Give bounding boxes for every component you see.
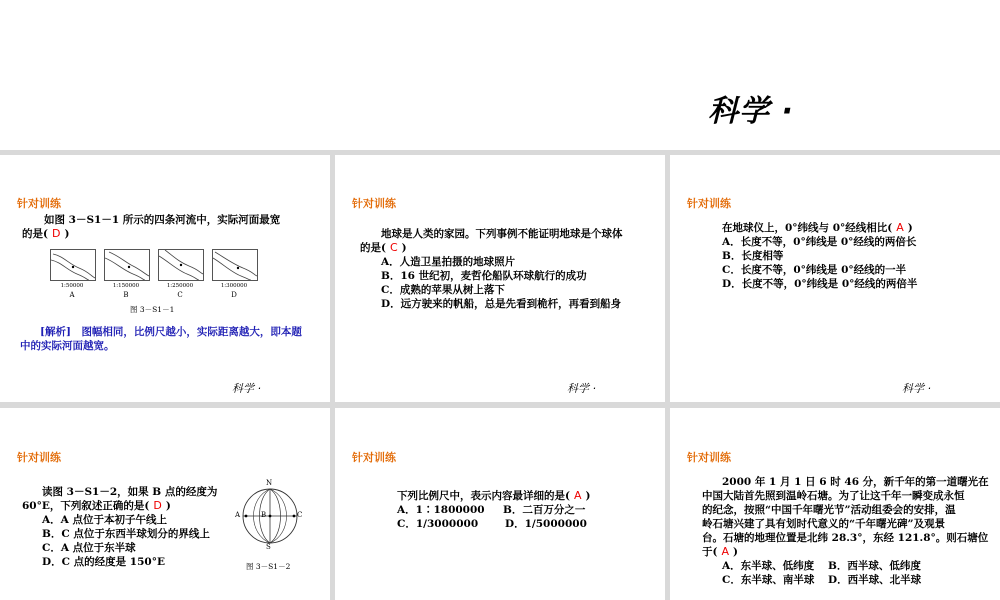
option-a: A．人造卫星拍摄的地球照片 [381, 256, 516, 268]
map-scale: 1:50000 [60, 283, 84, 289]
slide-thumbnail-1[interactable] [0, 155, 330, 402]
slide-heading: 针对训练 [687, 451, 731, 464]
answer-mark: D [51, 227, 61, 240]
option-d: D．长度不等，0°纬线是 0°经线的两倍半 [722, 278, 918, 290]
map-label: B [123, 291, 129, 299]
answer-mark: A [721, 545, 729, 558]
globe-label-s: S [266, 543, 271, 551]
option-b: B．C 点位于东西半球划分的界线上 [42, 528, 210, 540]
river-map-d [212, 249, 258, 281]
option-d: D．远方驶来的帆船，总是先看到桅杆，再看到船身 [381, 298, 622, 310]
option-c: C．东半球、南半球 [722, 574, 815, 586]
option-b: B．二百万分之一 [503, 504, 586, 516]
slide-heading: 针对训练 [687, 197, 731, 210]
slide-thumbnail-3[interactable] [670, 155, 1000, 402]
globe-figure [234, 478, 306, 554]
globe-label-c: C [297, 511, 303, 519]
option-c: C．长度不等，0°纬线是 0°经线的一半 [722, 264, 907, 276]
slide-thumbnail-2[interactable] [335, 155, 665, 402]
option-a: A．1∶1800000 [397, 504, 485, 516]
map-label: C [177, 291, 183, 299]
map-scale: 1:250000 [166, 283, 194, 289]
option-d: D．1/5000000 [505, 518, 587, 530]
option-c: C．1/3000000 [397, 518, 479, 530]
question-line: 如图 3－S1－1 所示的四条河流中，实际河面最宽 [44, 214, 281, 226]
answer-mark: D [153, 499, 162, 512]
figure-caption: 图 3－S1－2 [246, 562, 291, 571]
question-line: 的是( C ) [360, 241, 407, 254]
answer-mark: A [573, 489, 582, 502]
option-b: B．16 世纪初，麦哲伦船队环球航行的成功 [381, 270, 587, 282]
river-map-b [104, 249, 150, 281]
option-a: A．A 点位于本初子午线上 [42, 514, 167, 526]
answer-mark: C [389, 241, 398, 254]
map-scale: 1:150000 [112, 283, 140, 289]
question-line: 台。石塘的地理位置是北纬 28.3°，东经 121.8°。则石塘位 [702, 532, 989, 544]
question-line: 岭石塘兴建了具有划时代意义的“千年曙光碑”及观景 [702, 518, 946, 530]
slide-thumbnail-6[interactable] [670, 408, 1000, 600]
option-c: C．A 点位于东半球 [42, 542, 136, 554]
explanation: [解析] 图幅相同，比例尺越小，实际距离越大，即本题中的实际河面越宽。 [20, 326, 302, 352]
question-line: 于( A ) [702, 545, 738, 558]
option-a: A．长度不等，0°纬线是 0°经线的两倍长 [722, 236, 917, 248]
river-map-c [158, 249, 204, 281]
option-b: B．长度相等 [722, 250, 784, 262]
option-b: B．西半球、低纬度 [828, 560, 921, 572]
option-c: C．成熟的苹果从树上落下 [381, 284, 505, 296]
slide-heading: 针对训练 [17, 451, 61, 464]
slide-footer: 科学 · [902, 382, 931, 395]
map-scale: 1:300000 [220, 283, 248, 289]
question-line: 在地球仪上，0°纬线与 0°经线相比( A ) [722, 221, 913, 234]
map-label: A [69, 291, 75, 299]
slide-heading: 针对训练 [17, 197, 61, 210]
option-a: A．东半球、低纬度 [722, 560, 815, 572]
question-line: 地球是人类的家园。下列事例不能证明地球是个球体 [381, 228, 623, 240]
slide-heading: 针对训练 [352, 197, 396, 210]
slide-heading: 针对训练 [352, 451, 396, 464]
question-line: 60°E，下列叙述正确的是( D ) [22, 499, 171, 512]
slide-footer: 科学 · [567, 382, 596, 395]
slide-thumbnail-5[interactable] [335, 408, 665, 600]
slide-thumbnail-4[interactable] [0, 408, 330, 600]
question-line: 中国大陆首先照到温岭石塘。为了让这千年一瞬变成永恒 [702, 490, 965, 502]
header-title: 科学 · [708, 94, 794, 129]
river-map-a [50, 249, 96, 281]
question-line: 2000 年 1 月 1 日 6 时 46 分，新千年的第一道曙光在 [722, 476, 989, 488]
map-label: D [231, 291, 237, 299]
question-line: 的纪念，按照“中国千年曙光节”活动组委会的安排，温 [702, 504, 956, 516]
globe-label-a: A [235, 511, 241, 519]
question-line: 的是( D ) [22, 227, 70, 240]
figure-caption: 图 3－S1－1 [130, 305, 175, 314]
answer-mark: A [896, 221, 904, 234]
slide-header-area [0, 0, 1000, 150]
globe-label-b: B [261, 511, 267, 519]
slide-footer: 科学 · [232, 382, 261, 395]
globe-label-n: N [266, 479, 273, 487]
option-d: D．C 点的经度是 150°E [42, 556, 165, 568]
question-line: 下列比例尺中，表示内容最详细的是( A ) [397, 489, 591, 502]
option-d: D．西半球、北半球 [828, 574, 922, 586]
question-line: 读图 3－S1－2，如果 B 点的经度为 [42, 486, 218, 498]
